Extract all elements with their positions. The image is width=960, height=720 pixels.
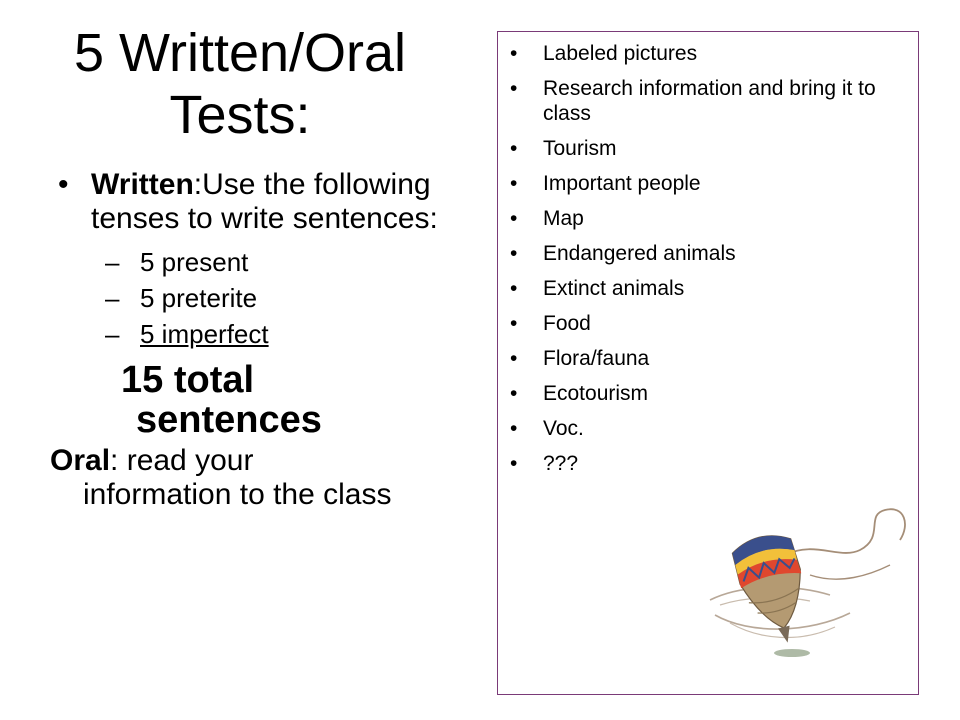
written-bullet xyxy=(58,168,458,236)
spinning-top-icon xyxy=(700,505,915,670)
topics-list xyxy=(508,41,908,486)
list-item: • Food xyxy=(510,312,591,335)
list-item: • Map xyxy=(510,207,584,230)
written-label: Written xyxy=(91,168,194,201)
bullet-dot: • xyxy=(58,168,69,201)
left-content xyxy=(50,168,458,512)
list-item: • Flora/fauna xyxy=(510,347,650,370)
string-line xyxy=(785,509,905,555)
list-item: • Important people xyxy=(510,172,701,195)
tense-item: – 5 preterite xyxy=(58,280,458,316)
written-instruction: :Use the following tenses to write sentences: xyxy=(91,168,438,235)
tense-item: – 5 present xyxy=(58,244,458,280)
list-item: • Extinct animals xyxy=(510,277,685,300)
dash-mark: – xyxy=(105,247,120,277)
string-line xyxy=(810,565,890,579)
total-sentences: 15 total sentences xyxy=(121,359,322,441)
dash-mark: – xyxy=(105,283,120,313)
oral-text: Oral: read your information to the class xyxy=(50,444,392,511)
tense-list xyxy=(58,244,458,352)
list-item: • Endangered animals xyxy=(510,242,736,265)
list-item: • ??? xyxy=(510,452,579,475)
list-item: • Research information and bring it to class xyxy=(510,77,876,125)
oral-label: Oral xyxy=(50,444,111,477)
list-item: • Ecotourism xyxy=(510,382,649,405)
slide-title: 5 Written/Oral Tests: xyxy=(73,23,407,145)
dash-mark: – xyxy=(105,319,120,349)
shadow-shape xyxy=(774,649,810,657)
tense-item: – 5 imperfect xyxy=(58,316,458,352)
list-item: • Tourism xyxy=(510,137,617,160)
list-item: • Voc. xyxy=(510,417,584,440)
list-item: • Labeled pictures xyxy=(510,42,698,65)
